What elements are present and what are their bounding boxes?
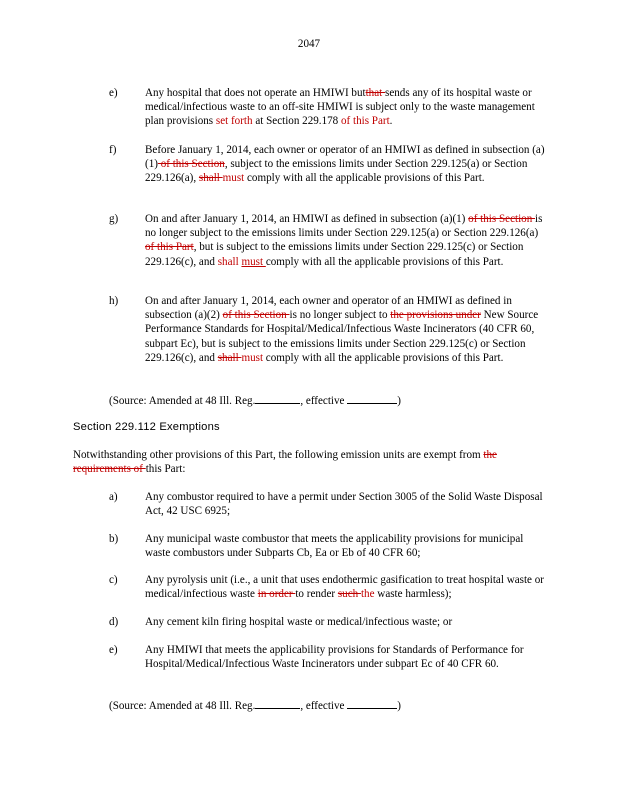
exemption-c: [109, 573, 549, 601]
inserted-text: set forth: [215, 115, 253, 128]
subsection-label: f): [109, 144, 117, 156]
inserted-text: the: [360, 588, 375, 601]
text-run: On and after January 1, 2014, an HMIWI as defined in subsection (a)(1): [145, 213, 469, 225]
deleted-text: such: [337, 588, 361, 601]
inserted-text: must: [222, 172, 245, 185]
exemption-text: [145, 490, 549, 518]
subsection-text: [145, 294, 549, 365]
deleted-text: shall: [217, 351, 242, 364]
text-run: waste harmless);: [374, 588, 452, 601]
source-note: [109, 393, 401, 408]
text-run: Any cement kiln firing hospital waste or medical/infectious waste; or: [145, 616, 453, 628]
source-suffix: ): [397, 700, 401, 712]
subsection-label: h): [109, 295, 119, 307]
text-run: Notwithstanding other provisions of this Part, the following emission units are exempt from: [73, 449, 484, 461]
register-blank: [255, 393, 300, 404]
subsection-text: [145, 143, 549, 186]
deleted-text: of this Section: [157, 158, 225, 171]
inserted-text: must: [241, 351, 264, 364]
text-run: Any combustor required to have a permit under Section 3005 of the Solid Waste Disposal Act, 42 USC 6925;: [145, 491, 543, 518]
exemption-label: a): [109, 491, 118, 503]
text-run: this Part:: [145, 463, 186, 476]
exemption-d: [109, 615, 549, 629]
text-run: is no longer subject to the emissions limits under Section 229.125(a) or Section 229.126(a): [145, 213, 543, 240]
deleted-text: that: [365, 87, 386, 99]
inserted-text: must: [241, 255, 266, 268]
subsection-label: e): [109, 87, 118, 99]
subsection-h: [109, 294, 549, 365]
text-run: comply with all the applicable provisions of this Part.: [244, 172, 485, 185]
subsection-e: [109, 86, 549, 129]
exemption-text: [145, 643, 549, 671]
text-run: Any pyrolysis unit (i.e., a unit that uses endothermic gasification to treat hospital waste or medical/infectious waste: [145, 574, 544, 601]
effective-blank: [347, 698, 397, 709]
subsection-g: [109, 212, 549, 269]
exemption-label: c): [109, 574, 118, 586]
section-heading: Section 229.112 Exemptions: [73, 421, 220, 433]
exemption-label: e): [109, 644, 118, 656]
source-prefix: (Source: Amended at 48 Ill. Reg.: [109, 395, 256, 407]
text-run: comply with all the applicable provisions of this Part.: [265, 255, 504, 268]
text-run: to render: [295, 588, 338, 601]
exemption-label: b): [109, 533, 119, 545]
text-run: is no longer subject to: [289, 309, 391, 322]
deleted-text: the requirements of: [73, 449, 497, 476]
text-run: sends any of its hospital waste or medical/infectious waste to an off-site HMIWI is subject only to the waste management plan provisions: [145, 87, 535, 128]
text-run: On and after January 1, 2014, each owner and operator of an HMIWI as defined in subsection (a)(2): [145, 295, 512, 322]
text-run: , but is subject to the emissions limits under Section 229.125(c) or Section 229.126(c), and: [145, 241, 524, 268]
text-run: comply with all the applicable provisions of this Part.: [263, 351, 504, 364]
subsection-f: [109, 143, 549, 186]
source-middle: , effective: [300, 395, 348, 407]
source-middle: , effective: [300, 700, 348, 712]
source-prefix: (Source: Amended at 48 Ill. Reg.: [109, 700, 256, 712]
subsection-text: [145, 86, 549, 129]
text-run: Any HMIWI that meets the applicability provisions for Standards of Performance for Hospital/Medical/Infectious Waste Incinerators under subpart Ec of 40 CFR 60.: [145, 644, 524, 671]
inserted-text: shall: [217, 255, 242, 268]
exemption-a: [109, 490, 549, 518]
text-run: Any municipal waste combustor that meets the applicability provisions for municipal waste combustors under Subparts Cb, Ea or Eb of 40 CFR 60;: [145, 533, 524, 560]
deleted-text: the provisions under: [390, 309, 481, 322]
source-note: [109, 698, 401, 713]
deleted-text: of this Part: [145, 241, 194, 254]
exemption-text: [145, 532, 549, 560]
deleted-text: in order: [257, 588, 296, 601]
exemption-text: [145, 615, 549, 629]
exemption-b: [109, 532, 549, 560]
effective-blank: [347, 393, 397, 404]
text-run: at Section 229.178: [252, 115, 341, 128]
subsection-text: [145, 212, 549, 269]
text-run: Before January 1, 2014, each owner or operator of an HMIWI as defined in subsection (a)(1): [145, 144, 545, 171]
inserted-text: of this Part: [340, 115, 390, 128]
deleted-text: shall: [198, 172, 223, 185]
exemption-text: [145, 573, 549, 601]
text-run: .: [389, 115, 393, 128]
text-run: , subject to the emissions limits under Section 229.125(a) or Section 229.126(a),: [145, 158, 528, 185]
text-run: New Source Performance Standards for Hospital/Medical/Infectious Waste Incinerators (40 CFR 60, subpart Ec), but is subject to the emissions limits under Section 229.125(c) or Section 229.126(c), and: [145, 309, 539, 364]
subsection-label: g): [109, 213, 119, 225]
text-run: Any hospital that does not operate an HMIWI but: [145, 87, 366, 99]
exemption-e: [109, 643, 549, 671]
page-number: 2047: [297, 38, 321, 50]
exemption-label: d): [109, 616, 119, 628]
register-blank: [255, 698, 300, 709]
deleted-text: of this Section: [222, 309, 290, 322]
deleted-text: of this Section: [468, 213, 536, 225]
intro-paragraph: [73, 448, 551, 476]
source-suffix: ): [397, 395, 401, 407]
